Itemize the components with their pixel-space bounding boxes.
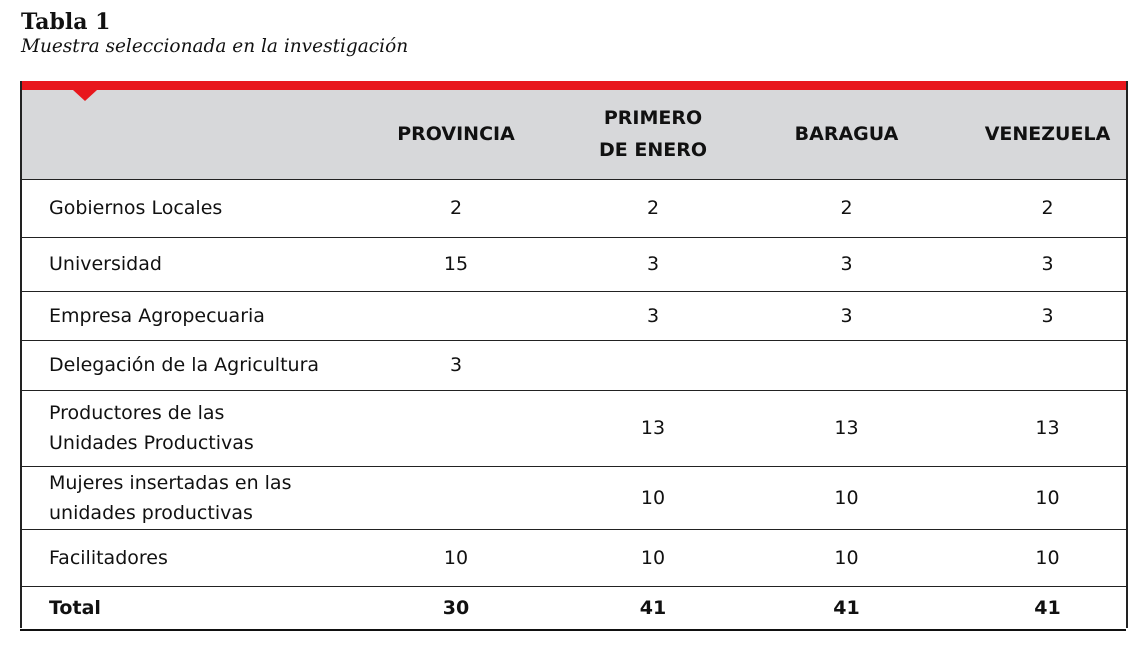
cell-provincia — [330, 466, 582, 529]
total-provincia: 30 — [330, 586, 582, 630]
table-row — [20, 291, 1126, 340]
cell-provincia: 3 — [330, 340, 582, 390]
row-label: Empresa Agropecuaria — [20, 291, 330, 340]
cell-venezuela: 13 — [969, 390, 1126, 466]
cell-provincia: 15 — [330, 237, 582, 291]
total-row — [20, 586, 1126, 630]
cell-venezuela: 2 — [969, 179, 1126, 237]
cell-venezuela: 3 — [969, 291, 1126, 340]
cell-baragua: 3 — [724, 291, 969, 340]
row-label: Mujeres insertadas en las unidades productivas — [20, 466, 330, 529]
header-cell-venezuela: VENEZUELA — [969, 90, 1126, 179]
accent-notch-marker — [73, 90, 97, 101]
table-subtitle: Muestra seleccionada en la investigación — [21, 36, 409, 57]
cell-primero-de-enero: 13 — [582, 390, 724, 466]
cell-primero-de-enero: 10 — [582, 529, 724, 586]
row-label: Delegación de la Agricultura — [20, 340, 330, 390]
cell-baragua — [724, 340, 969, 390]
header-cell-provincia: PROVINCIA — [330, 90, 582, 179]
cell-baragua: 13 — [724, 390, 969, 466]
table-row — [20, 390, 1126, 466]
row-label: Productores de las Unidades Productivas — [20, 390, 330, 466]
row-label: Gobiernos Locales — [20, 179, 330, 237]
total-venezuela: 41 — [969, 586, 1126, 630]
table-row — [20, 179, 1126, 237]
data-table — [20, 90, 1126, 631]
table-row — [20, 237, 1126, 291]
table-row — [20, 340, 1126, 390]
header-cell-baragua: BARAGUA — [724, 90, 969, 179]
cell-primero-de-enero: 10 — [582, 466, 724, 529]
cell-provincia — [330, 291, 582, 340]
table-row — [20, 466, 1126, 529]
cell-baragua: 10 — [724, 529, 969, 586]
table-container — [20, 81, 1126, 631]
cell-primero-de-enero: 2 — [582, 179, 724, 237]
total-primero-de-enero: 41 — [582, 586, 724, 630]
cell-venezuela: 10 — [969, 529, 1126, 586]
header-cell-primero-de-enero: PRIMERO DE ENERO — [582, 90, 724, 179]
cell-venezuela — [969, 340, 1126, 390]
row-label: Universidad — [20, 237, 330, 291]
cell-primero-de-enero: 3 — [582, 291, 724, 340]
cell-baragua: 2 — [724, 179, 969, 237]
cell-provincia — [330, 390, 582, 466]
row-label: Facilitadores — [20, 529, 330, 586]
cell-venezuela: 10 — [969, 466, 1126, 529]
accent-bar — [20, 81, 1126, 90]
table-title: Tabla 1 — [21, 9, 111, 35]
cell-provincia: 10 — [330, 529, 582, 586]
table-row — [20, 529, 1126, 586]
cell-provincia: 2 — [330, 179, 582, 237]
header-cell-empty — [20, 90, 330, 179]
cell-baragua: 10 — [724, 466, 969, 529]
header-row — [20, 90, 1126, 179]
cell-venezuela: 3 — [969, 237, 1126, 291]
cell-primero-de-enero: 3 — [582, 237, 724, 291]
cell-primero-de-enero — [582, 340, 724, 390]
total-baragua: 41 — [724, 586, 969, 630]
cell-baragua: 3 — [724, 237, 969, 291]
total-label: Total — [20, 586, 330, 630]
